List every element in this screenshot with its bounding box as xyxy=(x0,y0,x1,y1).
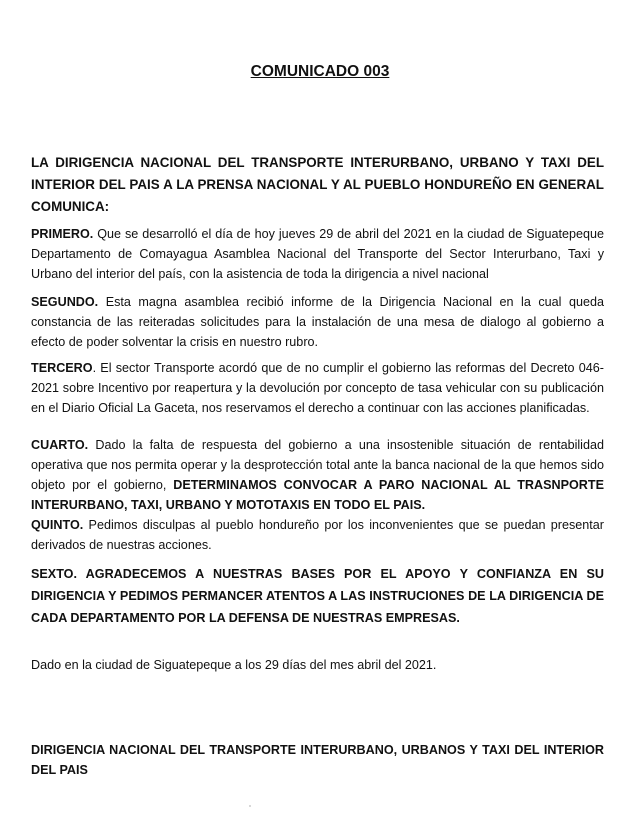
paragraph-primero xyxy=(31,224,604,284)
signature-block: DIRIGENCIA NACIONAL DEL TRANSPORTE INTERURBANO, URBANOS Y TAXI DEL INTERIOR DEL PAIS xyxy=(31,743,604,777)
paragraph-label: PRIMERO. xyxy=(31,227,94,241)
paragraph-text: Que se desarrolló el día de hoy jueves 29 de abril del 2021 en la ciudad de Siguatepeque Departamento de Comayagua Asamblea Nacional del Transporte del Sector Interurbano, Taxi y Urbano del interior del país, con la asistencia de toda la dirigencia a nivel nacional xyxy=(31,227,604,281)
paragraph-text: Esta magna asamblea recibió informe de la Dirigencia Nacional en la cual queda constancia de las reiteradas solicitudes para la instalación de una mesa de dialogo al gobierno a efecto de poder solventar la crisis en nuestro rubro. xyxy=(31,295,604,349)
paragraph-quinto xyxy=(31,515,604,555)
document-heading: LA DIRIGENCIA NACIONAL DEL TRANSPORTE INTERURBANO, URBANO Y TAXI DEL INTERIOR DEL PAIS A LA PRENSA NACIONAL Y AL PUEBLO HONDUREÑO EN GENERAL COMUNICA: xyxy=(31,155,604,214)
paragraph-text: . El sector Transporte acordó que de no cumplir el gobierno las reformas del Decreto 046-2021 sobre Incentivo por reapertura y la devolución por concepto de tasa vehicular con su publicación en el Diario Oficial La Gaceta, nos reservamos el derecho a continuar con las acciones planificadas. xyxy=(31,361,604,415)
paragraph-label: TERCERO xyxy=(31,361,93,375)
paragraph-cuarto xyxy=(31,435,604,515)
paragraph-label: SEGUNDO. xyxy=(31,295,99,309)
paragraph-text: Dado la falta de respuesta del gobierno a una insostenible situación de rentabilidad operativa que nos permita operar y la desprotección total ante la banca nacional de la que hemos sido objeto por el gobierno, xyxy=(31,438,604,492)
paragraph-label: QUINTO. xyxy=(31,518,84,532)
paragraph-segundo xyxy=(31,292,604,352)
document-title: COMUNICADO 003 xyxy=(250,63,390,80)
paragraph-sexto: SEXTO. AGRADECEMOS A NUESTRAS BASES POR EL APOYO Y CONFIANZA EN SU DIRIGENCIA Y PEDIMOS PERMANCER ATENTOS A LAS INSTRUCIONES DE LA DIRIGENCIA DE CADA DEPARTAMENTO POR LA DEFENSA DE NUESTRAS EMPRESAS. xyxy=(31,567,604,625)
paragraph-text: Pedimos disculpas al pueblo hondureño por los inconvenientes que se puedan presentar derivados de nuestras acciones. xyxy=(31,518,604,552)
paragraph-bold-text: DETERMINAMOS CONVOCAR A PARO NACIONAL AL TRASNPORTE INTERURBANO, TAXI, URBANO Y MOTOTAXIS EN TODO EL PAIS. xyxy=(31,478,604,512)
scan-speck xyxy=(249,805,251,807)
paragraph-tercero xyxy=(31,358,604,418)
closing-line: Dado en la ciudad de Siguatepeque a los 29 días del mes abril del 2021. xyxy=(31,658,437,672)
paragraph-label: CUARTO. xyxy=(31,438,89,452)
